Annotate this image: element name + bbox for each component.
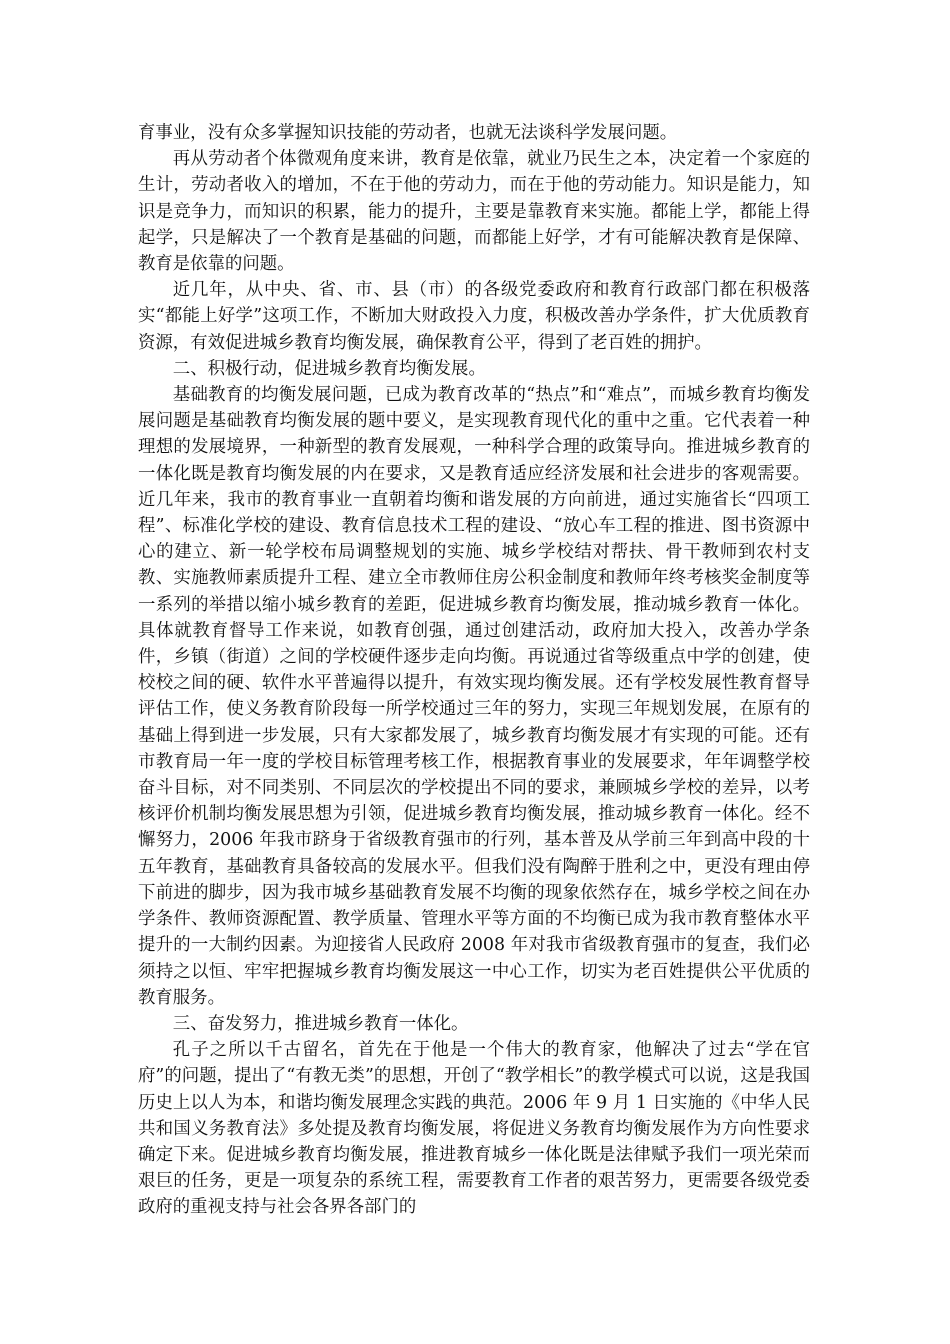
paragraph-4: 基础教育的均衡发展问题，已成为教育改革的“热点”和“难点”，而城乡教育均衡发展问题是基础教育均衡发展的题中要义，是实现教育现代化的重中之重。它代表着一种理想的发展境界，一种新型的教育发展观，一种科学合理的政策导向。推进城乡教育的一体化既是教育均衡发展的内在要求，又是教育适应经济发展和社会进步的客观需要。近几年来，我市的教育事业一直朝着均衡和谐发展的方向前进，通过实施省长“四项工程”、标准化学校的建设、教育信息技术工程的建设、“放心车工程的推进、图书资源中心的建立、新一轮学校布局调整规划的实施、城乡学校结对帮扶、骨干教师到农村支教、实施教师素质提升工程、建立全市教师住房公积金制度和教师年终考核奖金制度等一系列的举措以缩小城乡教育的差距，促进城乡教育均衡发展，推动城乡教育一体化。具体就教育督导工作来说，如教育创强，通过创建活动，政府加大投入，改善办学条件，乡镇（街道）之间的学校硬件逐步走向均衡。再说通过省等级重点中学的创建，使校校之间的硬、软件水平普遍得以提升，有效实现均衡发展。还有学校发展性教育督导评估工作，使义务教育阶段每一所学校通过三年的努力，实现三年规划发展，在原有的基础上得到进一步发展，只有大家都发展了，城乡教育均衡发展才有实现的可能。还有市教育局一年一度的学校目标管理考核工作，根据教育事业的发展要求，年年调整学校奋斗目标，对不同类别、不同层次的学校提出不同的要求，兼顾城乡学校的差异，以考核评价机制均衡发展思想为引领，促进城乡教育均衡发展，推动城乡教育一体化。经不懈努力，2006 年我市跻身于省级教育强市的行列，基本普及从学前三年到高中段的十五年教育，基础教育具备较高的发展水平。但我们没有陶醉于胜利之中，更没有理由停下前进的脚步，因为我市城乡基础教育发展不均衡的现象依然存在，城乡学校之间在办学条件、教师资源配置、教学质量、管理水平等方面的不均衡已成为我市教育整体水平提升的一大制约因素。为迎接省人民政府 2008 年对我市省级教育强市的复查，我们必须持之以恒、牢牢把握城乡教育均衡发展这一中心工作，切实为老百姓提供公平优质的教育服务。 bbox=[138, 385, 810, 1008]
section-heading-3: 三、奋发努力，推进城乡教育一体化。 bbox=[172, 1013, 469, 1034]
paragraph-2: 再从劳动者个体微观角度来讲，教育是依靠，就业乃民生之本，决定着一个家庭的生计，劳动者收入的增加，不在于他的劳动力，而在于他的劳动能力。知识是能力，知识是竞争力，而知识的积累，能力的提升，主要是靠教育来实施。都能上学，都能上得起学，只是解决了一个教育是基础的问题，而都能上好学，才有可能解决教育是保障、教育是依靠的问题。 bbox=[138, 149, 810, 275]
paragraph-1: 育事业，没有众多掌握知识技能的劳动者，也就无法谈科学发展问题。 bbox=[138, 123, 678, 143]
document-body bbox=[138, 120, 810, 1221]
section-heading-2: 二、积极行动，促进城乡教育均衡发展。 bbox=[172, 358, 486, 379]
paragraph-3: 近几年，从中央、省、市、县（市）的各级党委政府和教育行政部门都在积极落实“都能上好学”这项工作，不断加大财政投入力度，积极改善办学条件，扩大优质教育资源，有效促进城乡教育均衡发展，确保教育公平，得到了老百姓的拥护。 bbox=[138, 280, 810, 353]
paragraph-5: 孔子之所以千古留名，首先在于他是一个伟大的教育家，他解决了过去“学在官府”的问题，提出了“有教无类”的思想，开创了“教学相长”的教学模式可以说，这是我国历史上以人为本，和谐均衡发展理念实践的典范。2006 年 9 月 1 日实施的《中华人民共和国义务教育法》多处提及教育均衡发展，将促进义务教育均衡发展作为方向性要求确定下来。促进城乡教育均衡发展，推进教育城乡一体化既是法律赋予我们一项光荣而艰巨的任务，更是一项复杂的系统工程，需要教育工作者的艰苦努力，更需要各级党委政府的重视支持与社会各界各部门的 bbox=[138, 1040, 810, 1218]
